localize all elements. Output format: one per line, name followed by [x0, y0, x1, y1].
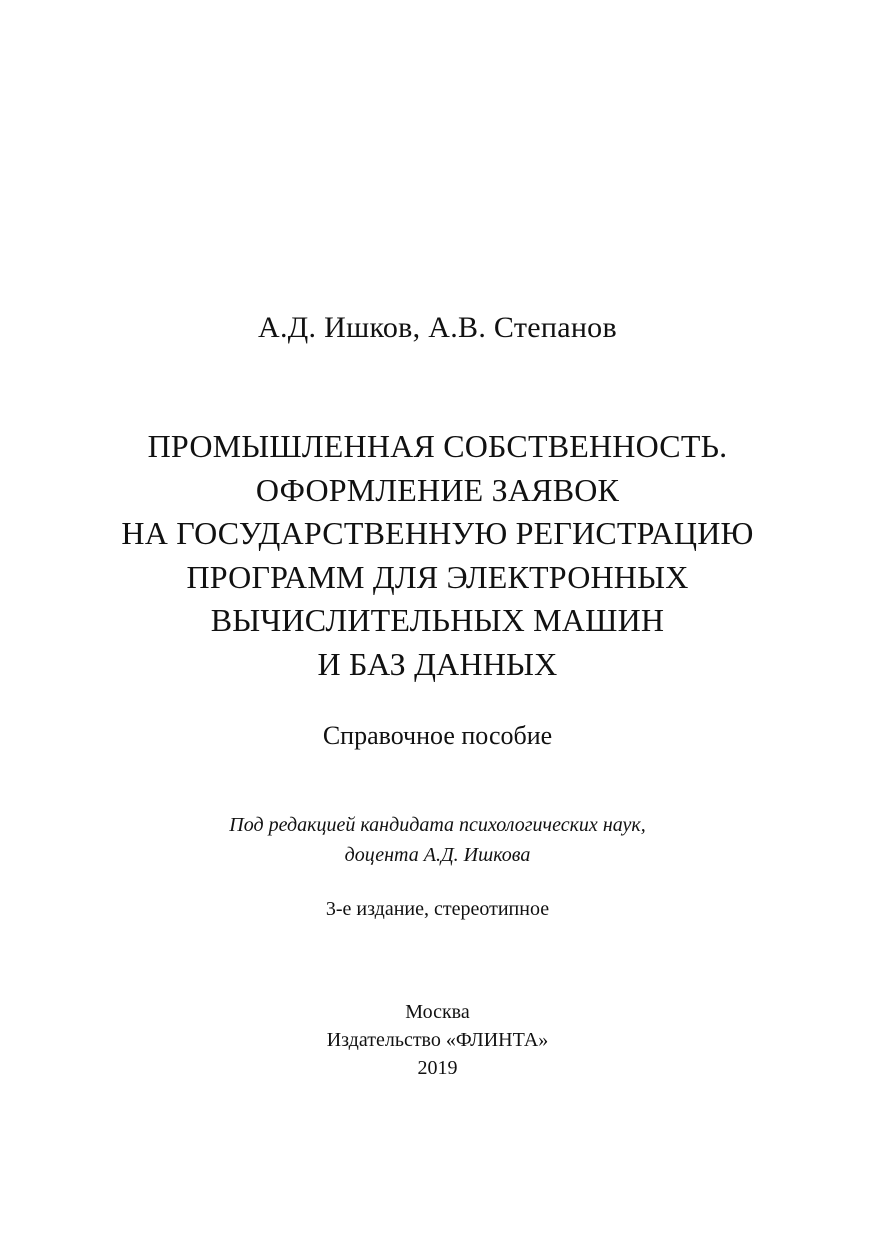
book-authors: А.Д. Ишков, А.В. Степанов [258, 311, 617, 344]
editor-line-1: Под редакцией кандидата психологических наук, [229, 814, 646, 836]
imprint [0, 998, 875, 1082]
book-title [0, 425, 875, 686]
edition-note: 3-е издание, стереотипное [325, 898, 550, 920]
imprint-year: 2019 [417, 1057, 458, 1079]
title-line-4: ПРОГРАММ ДЛЯ ЭЛЕКТРОННЫХ [186, 558, 689, 595]
title-line-2: ОФОРМЛЕНИЕ ЗАЯВОК [255, 471, 620, 508]
title-line-6: И БАЗ ДАННЫХ [317, 645, 558, 682]
imprint-city: Москва [405, 1001, 470, 1023]
title-line-3: НА ГОСУДАРСТВЕННУЮ РЕГИСТРАЦИЮ [121, 515, 754, 551]
editor-note [0, 810, 875, 870]
title-line-5: ВЫЧИСЛИТЕЛЬНЫХ МАШИН [210, 602, 665, 638]
imprint-publisher: Издательство «ФЛИНТА» [326, 1029, 549, 1051]
book-subtitle: Справочное пособие [322, 721, 553, 750]
editor-line-2: доцента А.Д. Ишкова [344, 844, 531, 866]
title-line-1: ПРОМЫШЛЕННАЯ СОБСТВЕННОСТЬ. [147, 428, 728, 464]
